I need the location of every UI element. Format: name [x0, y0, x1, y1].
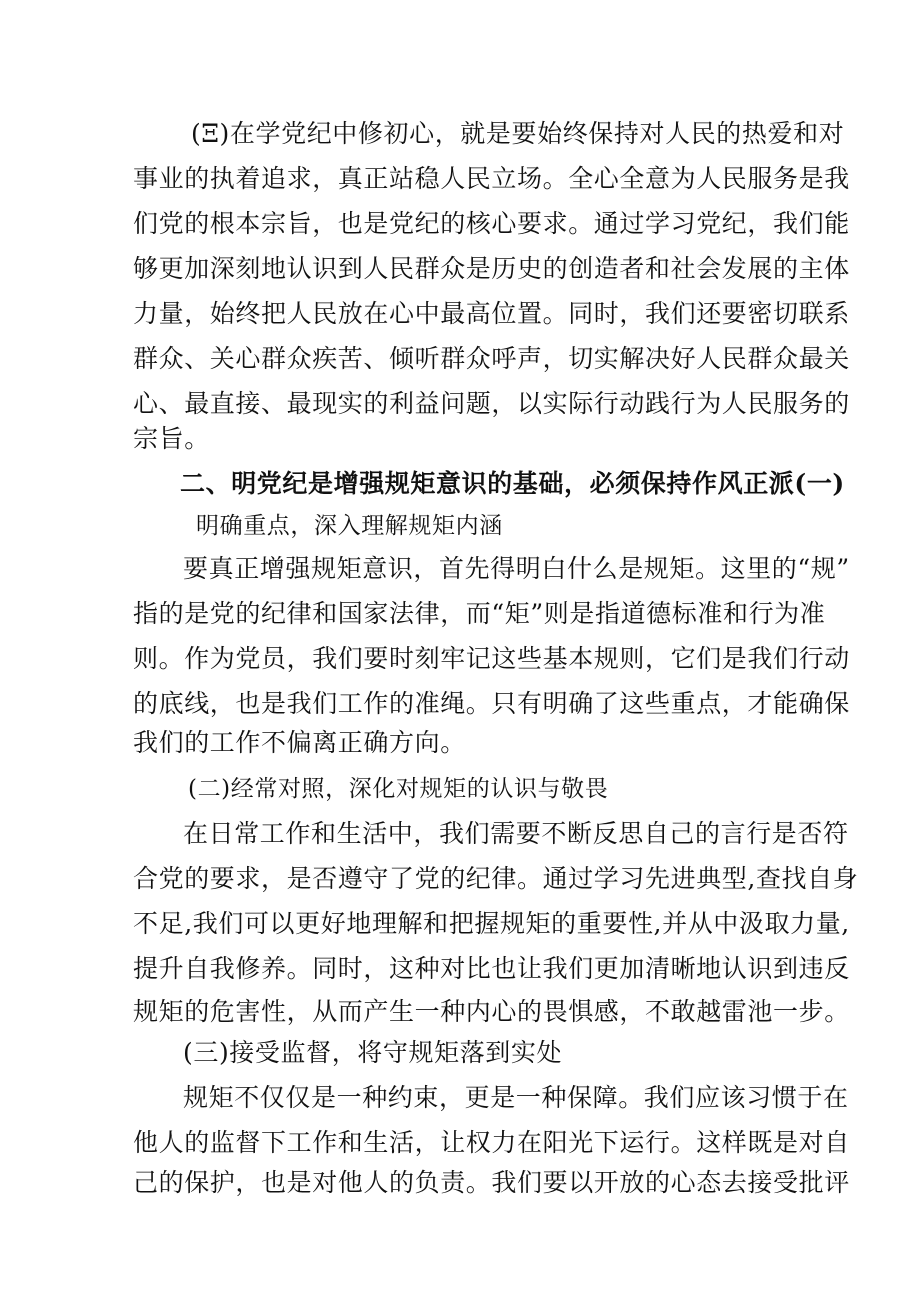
paragraph-line: 们党的根本宗旨，也是党纪的核心要求。通过学习党纪，我们能 — [133, 209, 850, 238]
paragraph-line: 他人的监督下工作和生活，让权力在阳光下运行。这样既是对自 — [133, 1128, 850, 1157]
paragraph-line: 群众、关心群众疾苦、倾听群众呼声，切实解决好人民群众最关 — [133, 344, 850, 373]
subheading: (三)接受监督，将守规矩落到实处 — [183, 1038, 563, 1067]
section-heading: 二、明党纪是增强规矩意识的基础，必须保持作风正派(一) — [180, 469, 845, 498]
paragraph-line: 指的是党的纪律和国家法律，而“矩”则是指道德标准和行为准 — [133, 599, 826, 628]
paragraph-line: 己的保护，也是对他人的负责。我们要以开放的心态去接受批评 — [133, 1168, 850, 1197]
paragraph-line: 够更加深刻地认识到人民群众是历史的创造者和社会发展的主体 — [133, 254, 850, 283]
paragraph-line: 合党的要求，是否遵守了党的纪律。通过学习先进典型,查找自身 — [133, 864, 859, 893]
paragraph-line: 心、最直接、最现实的利益问题，以实际行动践行为人民服务的 — [133, 389, 850, 418]
paragraph-line: 力量，始终把人民放在心中最高位置。同时，我们还要密切联系 — [133, 299, 850, 328]
paragraph-line: 规矩的危害性，从而产生一种内心的畏惧感，不敢越雷池一步。 — [133, 997, 850, 1026]
paragraph-line: 规矩不仅仅是一种约束，更是一种保障。我们应该习惯于在 — [183, 1083, 849, 1112]
paragraph-line: (Ξ)在学党纪中修初心，就是要始终保持对人民的热爱和对 — [191, 119, 845, 148]
subheading: 明确重点，深入理解规矩内涵 — [196, 513, 503, 539]
paragraph-line: 宗旨。 — [133, 424, 210, 453]
paragraph-line: 的底线，也是我们工作的准绳。只有明确了这些重点，才能确保 — [133, 689, 850, 718]
subheading: (二)经常对照，深化对规矩的认识与敬畏 — [188, 776, 609, 802]
paragraph-line: 事业的执着追求，真正站稳人民立场。全心全意为人民服务是我 — [133, 164, 850, 193]
paragraph-line: 不足,我们可以更好地理解和把握规矩的重要性,并从中汲取力量, — [133, 909, 850, 938]
paragraph-line: 在日常工作和生活中，我们需要不断反思自己的言行是否符 — [183, 819, 849, 848]
paragraph-line: 我们的工作不偏离正确方向。 — [133, 728, 466, 757]
paragraph-line: 提升自我修养。同时，这种对比也让我们更加清晰地认识到违反 — [133, 954, 850, 983]
paragraph-line: 则。作为党员，我们要时刻牢记这些基本规则，它们是我们行动 — [133, 644, 850, 673]
paragraph-line: 要真正增强规矩意识，首先得明白什么是规矩。这里的“规” — [183, 554, 850, 583]
